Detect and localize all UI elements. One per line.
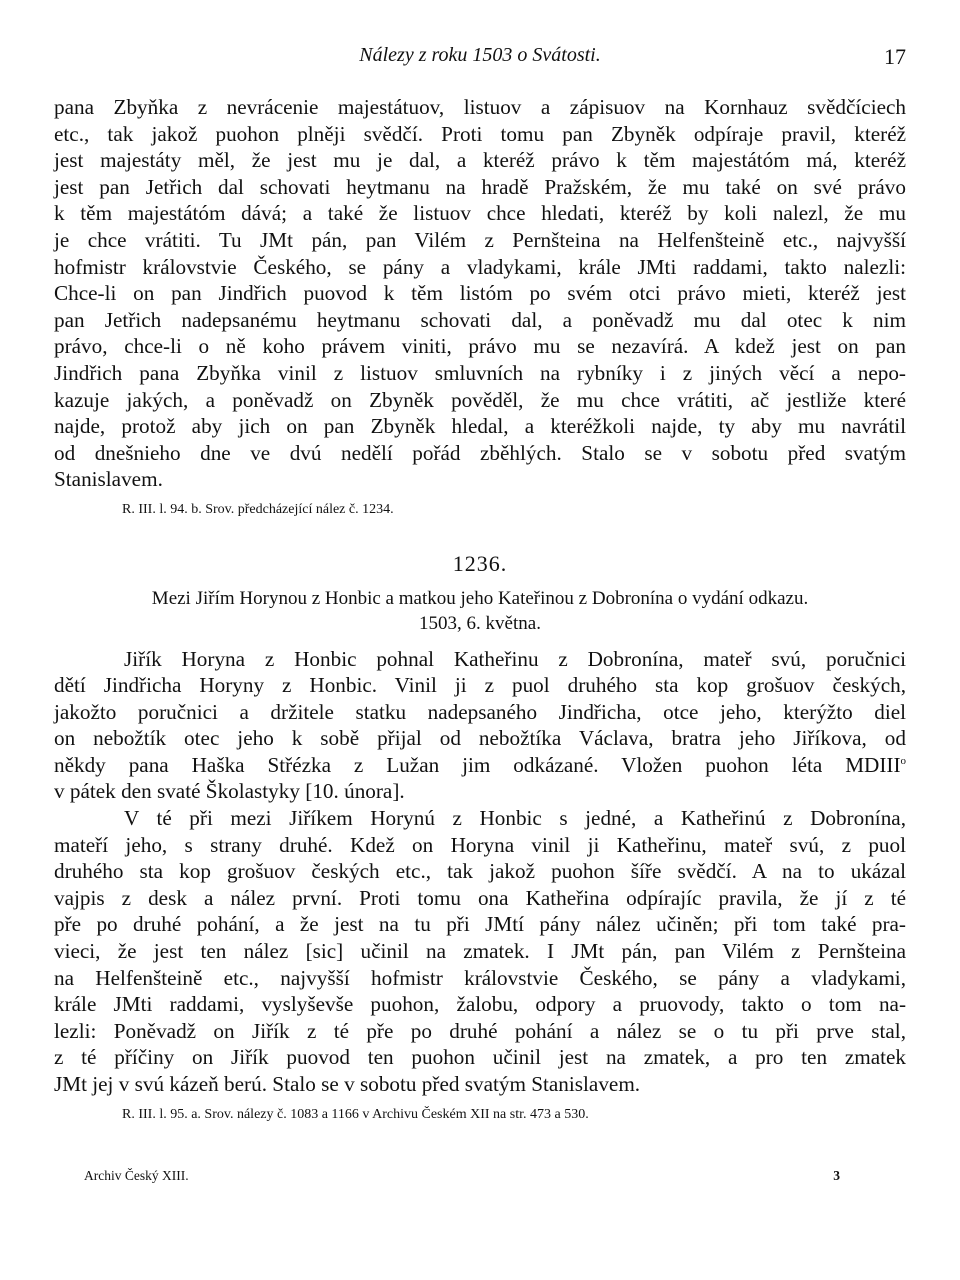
text-line: Jindřich pana Zbyňka vinil z listuov smluvních na rybníky i z jiných věcí a nepo- xyxy=(54,360,906,385)
text-line: od dnešnieho dne ve dvú nedělí pořád zběhlých. Stalo se v sobotu před svatým xyxy=(54,440,906,465)
continued-paragraph xyxy=(54,94,906,493)
text-line: jest majestáty měl, že jest mu je dal, a kteréž právo k těm majestátóm má, kteréž xyxy=(54,148,906,173)
text-line: je chce vrátiti. Tu JMt pán, pan Vilém z Pernšteina na Helfenšteině etc., najvyšší xyxy=(54,227,906,252)
signature-mark: Archiv Český XIII. xyxy=(84,1168,189,1183)
text-line: v pátek den svaté Školastyky [10. února]. xyxy=(54,779,405,804)
text-line xyxy=(54,752,906,779)
text-line: krále JMti raddami, vyslyševše puohon, žalobu, odpory a pruovody, takto o tom na- xyxy=(54,992,906,1017)
text-line: z té příčiny on Jiřík puovod ten puohon učinil jest na zmatek, a pro ten zmatek xyxy=(54,1045,906,1070)
source-note: R. III. l. 94. b. Srov. předcházející nález č. 1234. xyxy=(122,501,394,517)
page-body xyxy=(54,94,906,1126)
text-line: V té při mezi Jiříkem Horynú z Honbic s jedné, a Katheřinú z Dobronína, xyxy=(124,806,906,831)
text-line: on nebožtík otec jeho k sobě přijal od nebožtíka Václava, bratra jeho Jiříkova, od xyxy=(54,726,906,751)
text-line: druhého sta kop grošuov českých etc., tak jakož puohon šíře svědčí. A na to ukázal xyxy=(54,859,906,884)
signature-number: 3 xyxy=(833,1168,840,1183)
text-line: Chce-li on pan Jindřich puovod k těm listóm po svém otci právo mieti, kteréž jest xyxy=(54,281,906,306)
document-number: 1236. xyxy=(452,550,508,576)
text-line: vieci, že jest ten nález [sic] učinil na zmatek. I JMt pán, pan Vilém z Pernšteina xyxy=(54,939,906,964)
page-footer xyxy=(84,1168,840,1190)
text-line: hofmistr královstvie Českého, se pány a vladykami, krále JMti raddami, takto nalezli: xyxy=(54,254,906,279)
text-line: etc., tak jakož puohon plněji svědčí. Proti tomu pan Zbyněk odpíraje pravil, kteréž xyxy=(54,121,906,146)
text-line: kazuje jakých, a poněvadž on Zbyněk pověděl, že mu chce vrátiti, ač jestliže které xyxy=(54,387,906,412)
text-line: pan Jetřich nadepsanému heytmanu schovati dal, a poněvadž mu dal otec k nim xyxy=(54,307,906,332)
page-number: 17 xyxy=(884,44,906,69)
text-line: jest pan Jetřich dal schovati heytmanu na hradě Pražském, že mu také on své právo xyxy=(54,174,906,199)
text-line: mateří jeho, s strany druhé. Kdež on Horyna vinil ji Katheřinu, mateř svú, z puol xyxy=(54,832,906,857)
text-line: na Helfenšteině etc., najvyšší hofmistr královstvie Českého, se pány a vladykami, xyxy=(54,965,906,990)
text-line: pře po druhé pohání, a že jest na tu při JMtí pány nález učiněn; při tom také pra- xyxy=(54,912,906,937)
text-line: Jiřík Horyna z Honbic pohnal Katheřinu z Dobronína, mateř svú, poručnici xyxy=(124,646,906,671)
text-line: dětí Jindřicha Horyny z Honbic. Vinil ji z puol druhého sta kop grošuov českých, xyxy=(54,673,906,698)
text-line: k těm majestátóm dává; a také že listuov chce hledati, kteréž by koli nalezl, že mu xyxy=(54,201,906,226)
superscript: o xyxy=(900,754,906,767)
text-line: jakožto poručnici a držitele statku nadepsaného Jindřicha, otce jeho, kterýžto diel xyxy=(54,699,906,724)
document-date: 1503, 6. května. xyxy=(419,612,541,634)
paragraph-2 xyxy=(54,805,906,1098)
source-note: R. III. l. 95. a. Srov. nálezy č. 1083 a 1166 v Archivu Českém XII na str. 473 a 530. xyxy=(122,1106,589,1122)
paragraph-1 xyxy=(54,646,906,806)
running-title: Nálezy z roku 1503 o Svátosti. xyxy=(359,44,601,66)
text-line: JMt jej v svú kázeň berú. Stalo se v sobotu před svatým Stanislavem. xyxy=(54,1072,641,1096)
text-line: najde, protož aby jich on pan Zbyněk hledal, a kteréžkoli najde, ty aby mu navrátil xyxy=(54,414,906,439)
page-header xyxy=(54,40,906,74)
text-line: vajpis z desk a nález první. Proti tomu ona Katheřina odpírajíc pravila, že jí z té xyxy=(54,885,906,910)
text-line: Stanislavem. xyxy=(54,467,163,492)
document-heading: Mezi Jiřím Horynou z Honbic a matkou jeho Kateřinou z Dobronína o vydání odkazu. xyxy=(151,587,809,609)
text-line: právo, chce-li o ně koho právem viniti, právo mu se nezavírá. A kdež jest on pan xyxy=(54,334,906,359)
text-line: pana Zbyňka z nevrácenie majestátuov, listuov a zápisuov na Kornhauz svědčíciech xyxy=(54,95,906,119)
text-fragment: někdy pana Haška Střézka z Lužan jim odkázané. Vložen puohon léta MDIII xyxy=(54,752,901,777)
text-line: lezli: Poněvadž on Jiřík z té pře po druhé pohání a nález se o tu při prve stal, xyxy=(54,1018,906,1043)
